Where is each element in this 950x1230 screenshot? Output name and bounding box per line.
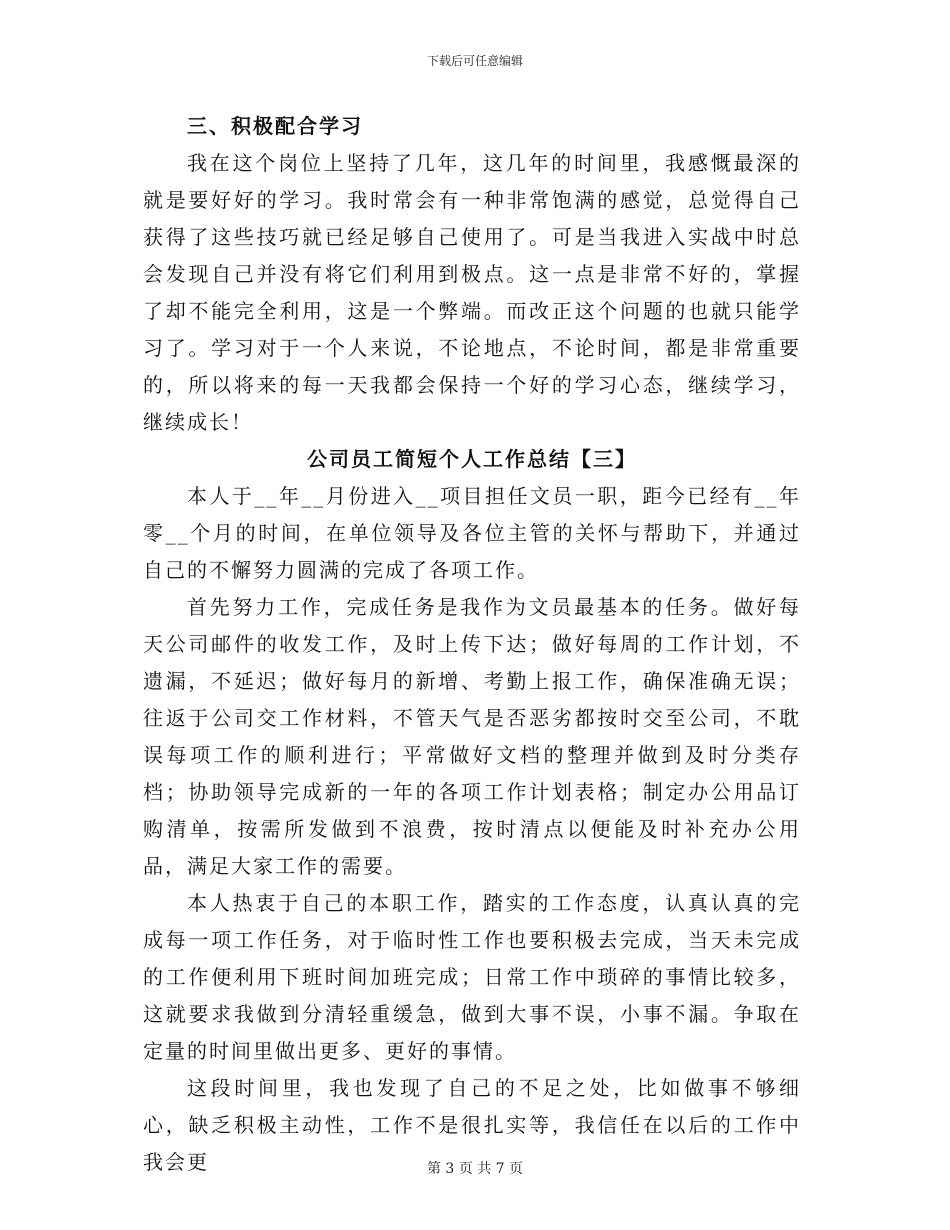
- article-paragraph-3: 本人热衷于自己的本职工作，踏实的工作态度，认真认真的完成每一项工作任务，对于临时性工作也要积极去完成，当天未完成的工作便利用下班时间加班完成；日常工作中琐碎的事情比较多，这就要求我做到分清轻重缓急，做到大事不误，小事不漏。争取在定量的时间里做出更多、更好的事情。: [143, 891, 801, 1063]
- article-paragraph-2: 首先努力工作，完成任务是我作为文员最基本的任务。做好每天公司邮件的收发工作，及时上传下达；做好每周的工作计划，不遗漏，不延迟；做好每月的新增、考勤上报工作，确保准确无误；往返于公司交工作材料，不管天气是否恶劣都按时交至公司，不耽误每项工作的顺利进行；平常做好文档的整理并做到及时分类存档；协助领导完成新的一年的各项工作计划表格；制定办公用品订购清单，按需所发做到不浪费，按时清点以便能及时补充办公用品，满足大家工作的需要。: [143, 595, 801, 878]
- page-number: 第 3 页 共 7 页: [426, 1161, 524, 1177]
- article-paragraph-4: 这段时间里，我也发现了自己的不足之处，比如做事不够细心，缺乏积极主动性，工作不是很扎实等，我信任在以后的工作中我会更: [143, 1076, 801, 1174]
- section-heading: 三、积极配合学习: [187, 114, 363, 138]
- article-paragraph-1: 本人于__年__月份进入__项目担任文员一职，距今已经有__年零__个月的时间，在单位领导及各位主管的关怀与帮助下，并通过自己的不懈努力圆满的完成了各项工作。: [143, 484, 801, 582]
- page-header-note: 下载后可任意编辑: [426, 54, 523, 68]
- article-title: 公司员工简短个人工作总结【三】: [307, 447, 637, 471]
- document-body: [143, 108, 801, 1181]
- section-paragraph: 我在这个岗位上坚持了几年，这几年的时间里，我感慨最深的就是要好好的学习。我时常会有一种非常饱满的感觉，总觉得自己获得了这些技巧就已经足够自己使用了。可是当我进入实战中时总会发现自己并没有将它们利用到极点。这一点是非常不好的，掌握了却不能完全利用，这是一个弊端。而改正这个问题的也就只能学习了。学习对于一个人来说，不论地点，不论时间，都是非常重要的，所以将来的每一天我都会保持一个好的学习心态，继续学习，继续成长！: [143, 151, 801, 434]
